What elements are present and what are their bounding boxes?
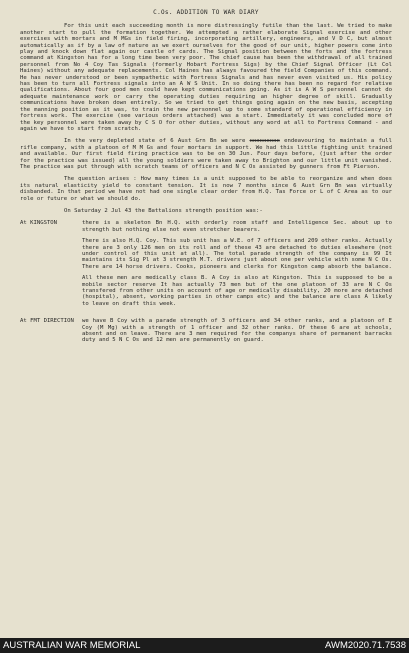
kingston-para-1: there is a skeleton Bn H.Q. with orderly room staff and Intelligence Sec. about up to strength but nothing else not even stretcher bearers. — [82, 220, 392, 233]
paragraph-garrison-battalion — [20, 138, 392, 170]
paragraph-garrison-battalion-lead: In the very depleted state of 6 Aust Grn Bn we were — [64, 138, 246, 145]
paragraph-strength-heading: On Saturday 2 Jul 43 the Battalions strength position was:- — [64, 207, 263, 214]
archive-footer-bar — [0, 638, 409, 653]
kingston-label: At KINGSTON — [20, 220, 58, 227]
fmt-direction-para-1: we have B Coy with a parade strength of 3 officers and 34 other ranks, and a platoon of E Coy (M Mg) with a strength of 1 officer and 32 other ranks. Of these 6 are at schools, absent and on leave. There are 3 men required for the companys share of permanent barracks duty and 5 N C Os and 12 men are permanently on guard. — [82, 318, 392, 344]
struck-text: xxxxxxxxx — [249, 138, 280, 145]
fmt-direction-section — [20, 318, 392, 349]
footer-accession-number: AWM2020.71.7538 — [325, 640, 406, 651]
kingston-para-2: There is also H.Q. Coy. This sub unit has a W.E. of 7 officers and 209 other ranks. Actually there are 3 only 126 men on its roll and of these 43 are detached to duties elsewhere (not under control of this unit at all). The total parade strength of the company is 99 It maintains its Sig Pl at 3 strength M.T. drivers just about one per vehicle with some N C Os. There are 14 horse drivers. Cooks, pioneers and clerks for Kingston camp absorb the balance. — [82, 238, 392, 270]
kingston-para-3: All these men are medically class B. A Coy is also at Kingston. This is supposed to be a mobile sector reserve It has actually 73 men but of the one platoon of 33 are N C Os transfered from other units on account of age or medically disability, 20 more are detached (hospital), absent, working parties in other camps etc) and the balance are class A likely to leave on draft this week. — [82, 275, 392, 307]
kingston-body — [82, 220, 392, 312]
typed-text-body — [20, 10, 392, 355]
fmt-direction-label: At FMT DIRECTION — [20, 318, 74, 325]
kingston-section — [20, 220, 392, 312]
fmt-direction-body — [82, 318, 392, 349]
paragraph-question: The question arises : How many times is a unit supposed to be able to reorganize and when does its natural elasticity yield to constant tension. It is now 7 months since 6 Aust Grn Bn was virtually disbanded. In that period we have not had one single clear order from H.Q. Tas Force or L of C Area as to our role or future or what we should do. — [20, 176, 392, 202]
footer-institution: AUSTRALIAN WAR MEMORIAL — [3, 640, 141, 651]
page-title: C.Os. ADDITION TO WAR DIARY — [153, 9, 259, 16]
paragraph-signals: For this unit each succeeding month is more distressingly futile than the last. We tried to make another start to pull the formation together. We attempted a rather elaborate Signal exercise and other exercises with mortars and M MGs in field firing, incorporating artillery, engineers, and V D C, but almost automatically as if by a law of nature as we exert ourselves for the good of our unit, higher powers come into play and knock down flat again our castle of cards. The Signal position between the forts and the fortress command at Kingston has for a long time been very poor. The chief cause has been the withdrawal of all trained personnel from No 4 Coy Tas Signals (formerly Hobart Fortress Sigs) by the Chief Signal Officer (Lt Col Haines) without any adequate replacements. Col Haines has always favoured the field Companies of this command. He has never understood or been sympathetic with Fortress Signals and has never even visited us. His policy has been to turn all Fortress signals into an A W S Unit. In so doing there has been no regard for relative qualifications. About four good men could have kept communications going. As it is A W S personnel cannot do adequate maintenance work or carry the operating duties requiring an higher degree of skill. Gradually communications have broken down entirely. So we tried to get things going again on the new basis, accepting the manning position as it was, to train the new personnel up to some standard of operational efficiency in fortress work. The exercise (see various orders attached) was a start. Immediately it was concluded more of the key personnel were taken away by C S O for other duties, without any word at all to Fortress Command - and again we have to start from scratch. — [20, 23, 392, 132]
paragraph-garrison-battalion-body: endeavouring to maintain a full rifle company, with a platoon of M M Gs and four mortars in support. We had this little fighting unit trained and available. Our first field firing practice was to be on 30 Jun. Four days before, (just after the order for the practice was issued) all the young soldiers were taken away to Brighton and our little unit vanished. The practice was put through with scratch teams of officers and N C Os assisted by gunners from Ft Pierson. — [20, 138, 392, 170]
